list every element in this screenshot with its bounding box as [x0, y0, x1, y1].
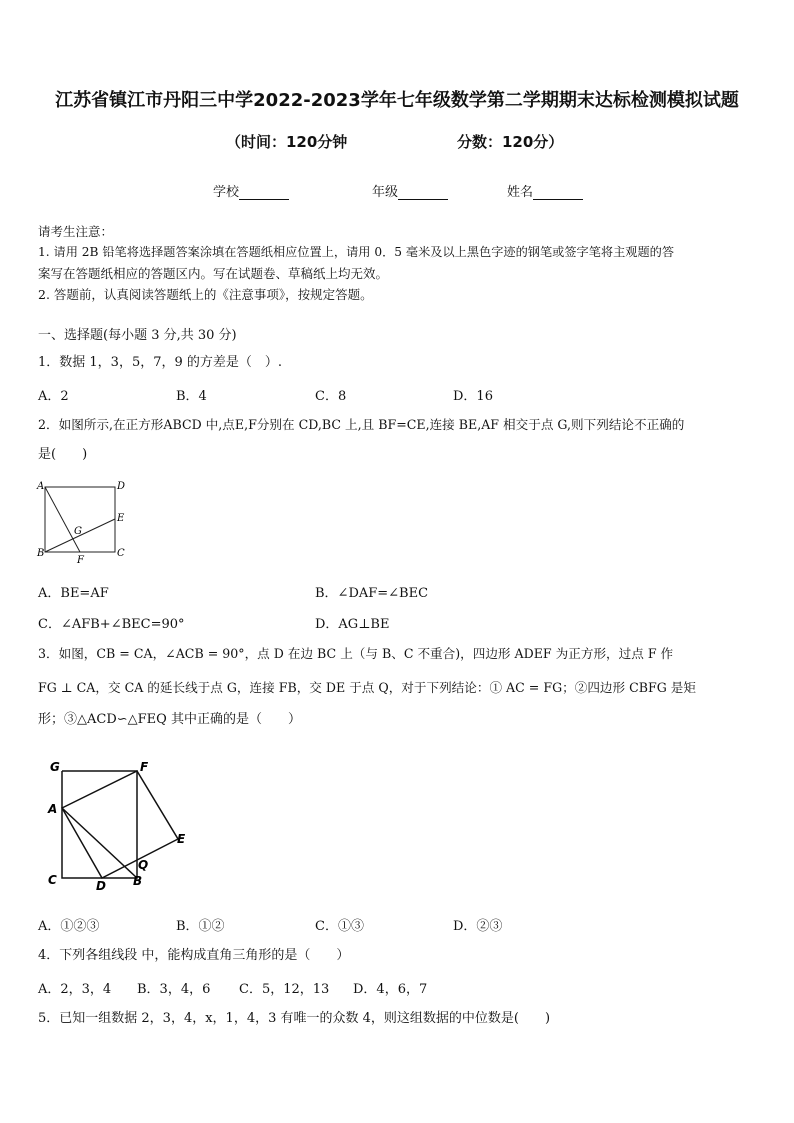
q2-label-a: A: [37, 481, 45, 492]
q2-segment-af: [45, 487, 80, 552]
exam-score: 分数：120分）: [457, 133, 564, 151]
section-heading: 一、选择题(每小题 3 分,共 30 分): [38, 328, 237, 343]
q3-option-c[interactable]: C．①③: [315, 919, 364, 934]
q2-option-d[interactable]: D．AG⊥BE: [315, 617, 390, 632]
name-field: [507, 181, 583, 200]
q1-stem: 1．数据 1，3，5，7，9 的方差是（ ）.: [38, 355, 283, 370]
q3-option-b[interactable]: B．①②: [176, 919, 225, 934]
q1-option-c[interactable]: C．8: [315, 389, 347, 404]
q2-label-c: C: [117, 548, 125, 559]
q5-stem: 5．已知一组数据 2，3，4，x，1，4，3 有唯一的众数 4，则这组数据的中位数是( ): [38, 1011, 551, 1026]
q2-option-a[interactable]: A．BE=AF: [38, 586, 109, 601]
q3-figure: [40, 752, 200, 894]
q2-stem-line2: 是( ): [38, 447, 88, 462]
q3-stem-line1: 3．如图，CB = CA，∠ACB = 90°，点 D 在边 BC 上（与 B、C 不重合)，四边形 ADEF 为正方形，过点 F 作: [38, 646, 674, 661]
name-label: 姓名: [507, 185, 534, 200]
q3-label-a: A: [48, 802, 58, 816]
q3-label-b: B: [133, 874, 143, 888]
notice-item-1a: 1. 请用 2B 铅笔将选择题答案涂填在答题纸相应位置上，请用 0．5 毫米及以上黑色字迹的钢笔或签字笔将主观题的答: [38, 245, 675, 259]
q1-option-b[interactable]: B．4: [176, 389, 207, 404]
school-blank[interactable]: [239, 187, 289, 200]
q2-label-g: G: [74, 526, 82, 537]
grade-field: [372, 181, 448, 200]
q2-label-f: F: [77, 555, 84, 564]
q3-label-q: Q: [138, 858, 149, 872]
q3-stem-line2: FG ⊥ CA，交 CA 的延长线于点 G，连接 FB，交 DE 于点 Q，对于下列结论：① AC = FG；②四边形 CBFG 是矩: [38, 680, 696, 695]
q2-stem-line1: 2．如图所示,在正方形ABCD 中,点E,F分别在 CD,BC 上,且 BF=CE,连接 BE,AF 相交于点 G,则下列结论不正确的: [38, 417, 685, 432]
q3-stem-line3: 形；③△ACD∽△FEQ 其中正确的是（ ）: [38, 712, 301, 727]
q4-option-d[interactable]: D．4，6，7: [353, 982, 428, 997]
q2-square: [45, 487, 115, 552]
q1-option-d[interactable]: D．16: [453, 389, 493, 404]
name-blank[interactable]: [533, 187, 583, 200]
q2-figure: [34, 478, 130, 564]
q4-option-c[interactable]: C．5，12，13: [239, 982, 330, 997]
grade-label: 年级: [372, 185, 399, 200]
q3-label-c: C: [48, 873, 57, 887]
grade-blank[interactable]: [398, 187, 448, 200]
notice-heading: 请考生注意：: [38, 224, 114, 239]
q2-label-e: E: [117, 513, 125, 524]
q3-option-d[interactable]: D．②③: [453, 919, 503, 934]
q4-option-b[interactable]: B．3，4，6: [137, 982, 211, 997]
q4-stem: 4．下列各组线段 中，能构成直角三角形的是（ ）: [38, 948, 350, 963]
school-label: 学校: [213, 185, 240, 200]
q2-label-b: B: [37, 548, 45, 559]
q3-segment-ab: [62, 808, 137, 878]
q2-option-b[interactable]: B．∠DAF=∠BEC: [315, 586, 429, 601]
exam-time: （时间：120分钟: [226, 133, 348, 151]
q4-option-a[interactable]: A．2，3，4: [38, 982, 112, 997]
exam-title: 江苏省镇江市丹阳三中学2022-2023学年七年级数学第二学期期末达标检测模拟试题: [55, 90, 739, 111]
q3-rect-cbfg: [62, 771, 137, 878]
q3-label-d: D: [96, 879, 106, 893]
q2-label-d: D: [117, 481, 126, 492]
q3-option-a[interactable]: A．①②③: [38, 919, 100, 934]
notice-item-2: 2. 答题前，认真阅读答题纸上的《注意事项》，按规定答题。: [38, 287, 373, 302]
q1-option-a[interactable]: A．2: [38, 389, 69, 404]
school-field: [213, 181, 289, 200]
notice-item-1b: 案写在答题纸相应的答题区内。写在试题卷、草稿纸上均无效。: [38, 266, 389, 281]
q3-label-g: G: [50, 760, 60, 774]
q3-label-e: E: [177, 832, 186, 846]
notice-block: [38, 221, 760, 305]
q3-label-f: F: [140, 760, 149, 774]
q2-option-c[interactable]: C．∠AFB+∠BEC=90°: [38, 617, 185, 632]
